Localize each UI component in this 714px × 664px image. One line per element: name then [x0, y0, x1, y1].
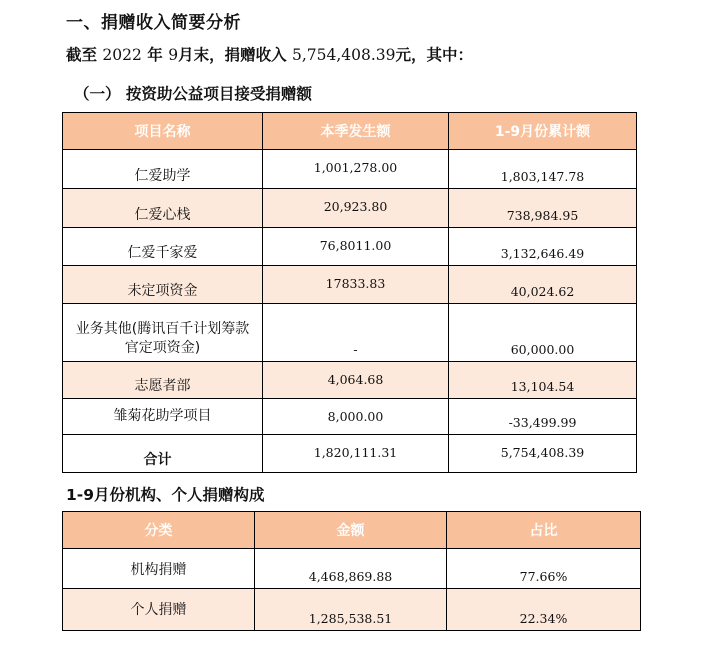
summary-prefix: 截至 — [66, 46, 98, 64]
row-name-line2: 官定项资金) — [124, 340, 201, 356]
subsection-heading: （一） 按资助公益项目接受捐赠额 — [74, 85, 312, 103]
row-cumulative: 13,104.54 — [510, 379, 575, 394]
header-ratio: 占比 — [447, 512, 641, 549]
row-category: 个人捐赠 — [130, 602, 187, 618]
summary-line — [66, 43, 473, 65]
row-name — [63, 320, 262, 358]
row-amount: 4,468,869.88 — [308, 569, 393, 584]
row-name: 仁爱千家爱 — [127, 245, 198, 261]
row-cumulative: 60,000.00 — [510, 342, 575, 357]
summary-suffix: 元，其中： — [395, 46, 474, 64]
total-quarter: 1,820,111.31 — [313, 445, 398, 460]
row-quarter: 1,001,278.00 — [313, 160, 398, 175]
row-amount: 1,285,538.51 — [308, 611, 393, 626]
row-name: 雏菊花助学项目 — [113, 408, 212, 424]
table-row — [63, 266, 637, 304]
row-cumulative: -33,499.99 — [508, 415, 577, 430]
row-quarter: 8,000.00 — [327, 409, 384, 424]
table-row — [63, 589, 641, 631]
table-row — [63, 399, 637, 435]
project-donation-table — [62, 112, 637, 473]
table-row — [63, 304, 637, 362]
table-row — [63, 549, 641, 589]
total-label: 合计 — [143, 452, 172, 468]
row-quarter: 76,8011.00 — [319, 238, 392, 253]
donor-composition-table — [62, 511, 641, 631]
row-name: 志愿者部 — [134, 378, 191, 394]
row-cumulative: 1,803,147.78 — [500, 169, 585, 184]
row-quarter: - — [353, 342, 358, 357]
table-total-row — [63, 435, 637, 473]
row-ratio: 22.34% — [519, 611, 568, 626]
composition-heading: 1-9月份机构、个人捐赠构成 — [66, 486, 265, 504]
section-heading: 一、捐赠收入简要分析 — [66, 13, 241, 33]
header-category: 分类 — [63, 512, 255, 549]
row-name-line1: 业务其他(腾讯百千计划筹款 — [75, 321, 250, 337]
row-quarter: 17833.83 — [325, 276, 386, 291]
summary-month: 9 — [168, 46, 179, 64]
summary-year-suffix: 年 — [147, 46, 163, 64]
table-row — [63, 150, 637, 189]
row-name: 未定项资金 — [127, 283, 198, 299]
row-quarter: 4,064.68 — [327, 372, 384, 387]
row-cumulative: 738,984.95 — [506, 208, 579, 223]
table-row — [63, 189, 637, 228]
summary-year: 2022 — [102, 46, 142, 64]
total-cumulative: 5,754,408.39 — [500, 445, 585, 460]
table-header-row — [63, 113, 637, 150]
header-cumulative-amount: 1-9月份累计额 — [449, 113, 637, 150]
header-amount: 金额 — [255, 512, 447, 549]
summary-month-suffix: 月末，捐赠收入 — [178, 46, 287, 64]
header-quarter-amount: 本季发生额 — [263, 113, 449, 150]
summary-amount: 5,754,408.39 — [292, 46, 396, 64]
row-cumulative: 40,024.62 — [510, 284, 575, 299]
table-row — [63, 228, 637, 266]
row-name: 仁爱心栈 — [134, 207, 191, 223]
row-name: 仁爱助学 — [134, 168, 191, 184]
row-ratio: 77.66% — [519, 569, 568, 584]
row-cumulative: 3,132,646.49 — [500, 246, 585, 261]
row-category: 机构捐赠 — [130, 562, 187, 578]
row-quarter: 20,923.80 — [323, 199, 388, 214]
table-row — [63, 362, 637, 399]
header-project-name: 项目名称 — [63, 113, 263, 150]
table-header-row — [63, 512, 641, 549]
